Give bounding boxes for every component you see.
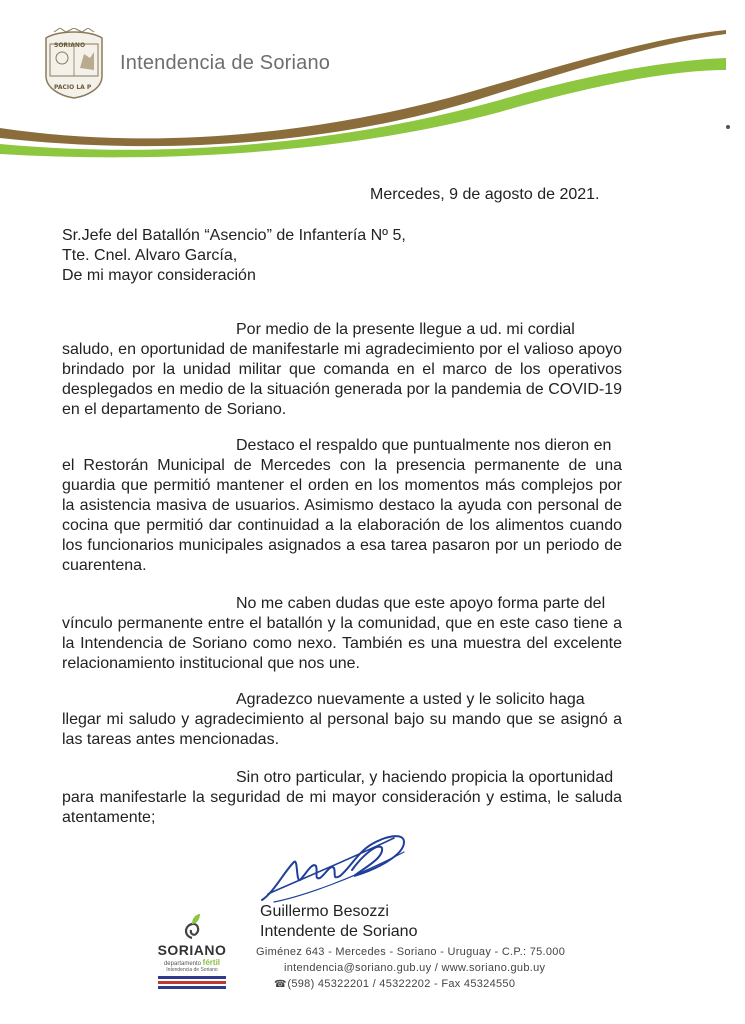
footer-web: intendencia@soriano.gub.uy / www.soriano.gub.uy — [284, 962, 546, 974]
signer-name: Guillermo Besozzi — [260, 903, 389, 920]
recipient-line: Sr.Jefe del Batallón “Asencio” de Infantería Nº 5, — [62, 227, 406, 244]
body-paragraph — [62, 594, 622, 674]
paragraph-text: llegar mi saludo y agradecimiento al personal bajo su mando que se asignó a las tareas antes mencionadas. — [62, 711, 622, 748]
footer-phones: (598) 45322201 / 45322202 - Fax 45324550 — [287, 978, 516, 990]
header-swoosh — [0, 20, 745, 160]
footer-tagline — [150, 958, 234, 967]
signer-title: Intendente de Soriano — [260, 923, 418, 940]
paragraph-first-line: Sin otro particular, y haciendo propicia la oportunidad — [236, 769, 614, 786]
tagline-highlight: fértil — [202, 958, 221, 967]
phone-icon: ☎ — [274, 979, 287, 990]
recipient-line: Tte. Cnel. Alvaro García, — [62, 247, 238, 264]
handwritten-signature — [254, 822, 414, 908]
body-paragraph — [62, 320, 622, 420]
footer-phones-line — [256, 976, 565, 993]
paragraph-text: el Restorán Municipal de Mercedes con la presencia permanente de una guardia que permitió mantener el orden en los momentos más complejos por la asistencia masiva de usuarios. Asimismo destaco la ayuda con personal de cocina que permitió dar continuidad a la elaboración de los alimentos cuando los funcionarios municipales asignados a esa tarea pasaron por un periodo de cuarentena. — [62, 457, 622, 574]
tagline-prefix: departamento — [163, 961, 201, 967]
body-paragraph — [62, 768, 622, 828]
paragraph-text: saludo, en oportunidad de manifestarle mi agradecimiento por el valioso apoyo brindado por la unidad militar que comanda en el marco de los operativos desplegados en medio de la situación generada por la pandemia de COVID-19 en el departamento de Soriano. — [62, 341, 622, 418]
paragraph-first-line: Agradezco nuevamente a usted y le solicito haga — [236, 691, 585, 708]
footer-contact — [256, 944, 565, 993]
flag-stripes-icon — [158, 976, 226, 992]
footer-logo — [150, 912, 234, 996]
crest-text-bottom: PACIO LA P — [54, 84, 92, 91]
recipient-block — [62, 226, 406, 286]
paragraph-first-line: Destaco el respaldo que puntualmente nos dieron en — [236, 437, 612, 454]
leaf-icon — [182, 912, 202, 940]
crest-text-top: SORIANO — [54, 42, 86, 49]
body-paragraph — [62, 436, 622, 576]
organization-name: Intendencia de Soriano — [120, 52, 331, 74]
signer-block — [260, 902, 417, 942]
paragraph-first-line: Por medio de la presente llegue a ud. mi cordial — [236, 321, 575, 338]
paragraph-text: para manifestarle la seguridad de mi mayor consideración y estima, le saluda atentamente; — [62, 789, 622, 826]
recipient-line: De mi mayor consideración — [62, 267, 256, 284]
letter-date: Mercedes, 9 de agosto de 2021. — [370, 186, 600, 203]
footer-brand: SORIANO — [157, 942, 227, 958]
footer-address: Giménez 643 - Mercedes - Soriano - Uruguay - C.P.: 75.000 — [256, 946, 566, 958]
footer-tagline-sub: Intendencia de Soriano — [166, 967, 218, 973]
body-paragraph — [62, 690, 622, 750]
paragraph-first-line: No me caben dudas que este apoyo forma parte del — [236, 595, 606, 612]
paragraph-text: vínculo permanente entre el batallón y la comunidad, que en este caso tiene a la Intendencia de Soriano como nexo. También es una muestra del excelente relacionamiento institucional que nos une. — [62, 615, 622, 672]
decorative-dot — [726, 125, 730, 129]
